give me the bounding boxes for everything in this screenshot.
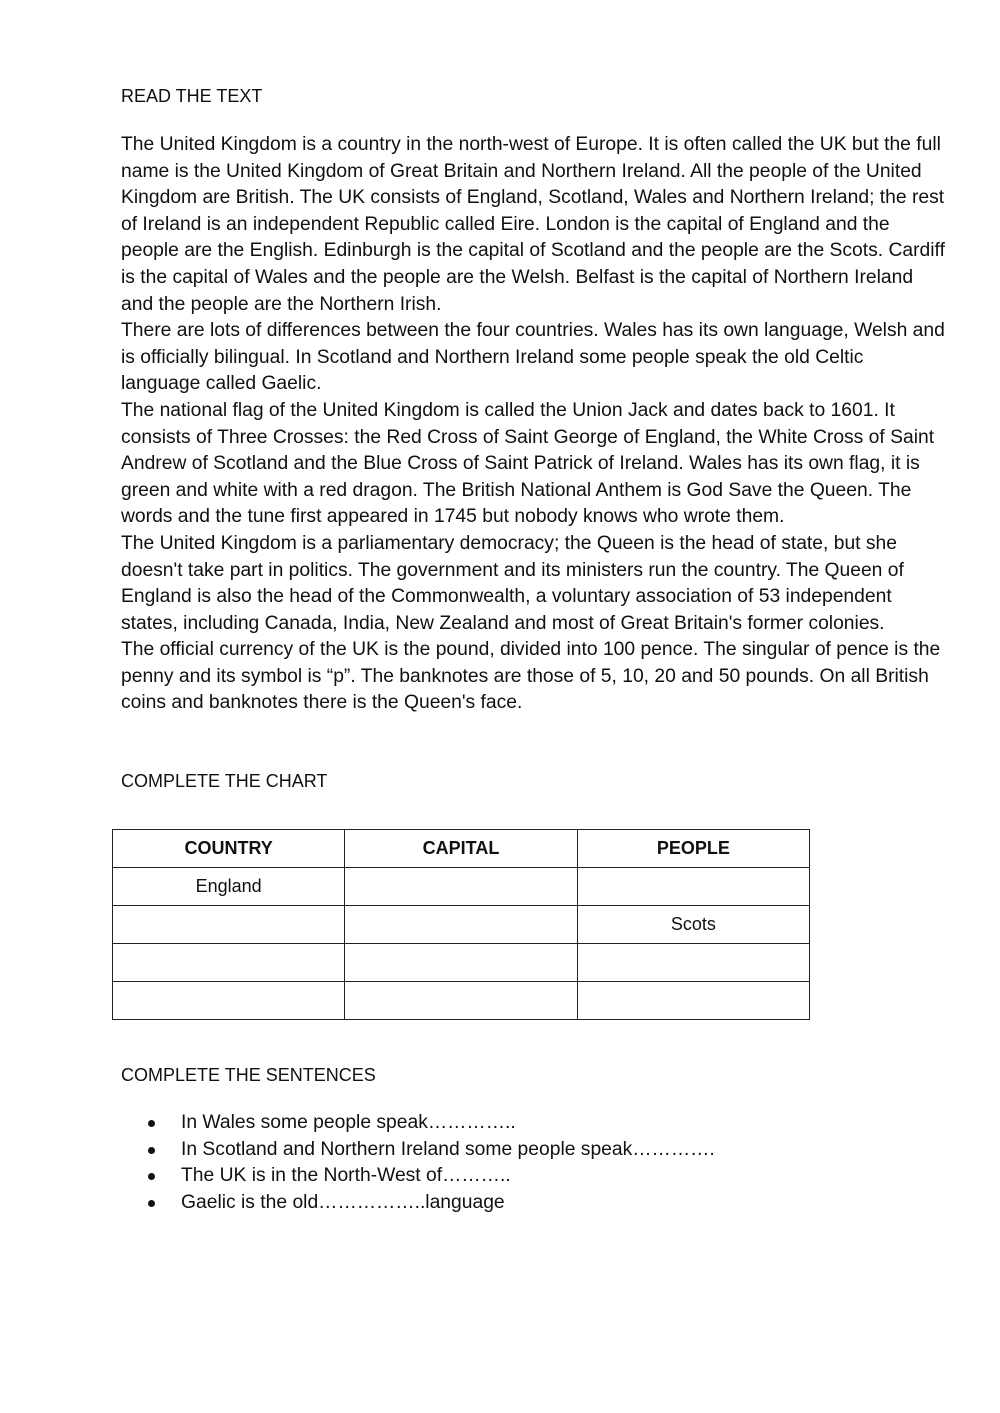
table-cell[interactable]: England (113, 868, 345, 906)
table-cell[interactable] (577, 944, 809, 982)
list-item (140, 1163, 715, 1190)
header-country: COUNTRY (113, 830, 345, 868)
table-cell[interactable]: Scots (577, 906, 809, 944)
table-cell[interactable] (345, 944, 577, 982)
table-cell[interactable] (577, 868, 809, 906)
read-heading: READ THE TEXT (121, 86, 263, 106)
paragraph-5: The official currency of the UK is the pound, divided into 100 pence. The singular of pence is the penny and its symbol is “p”. The banknotes are those of 5, 10, 20 and 50 pounds. On all British coins and banknotes there is the Queen's face. (121, 639, 941, 714)
table-row (113, 944, 810, 982)
table-cell[interactable] (345, 906, 577, 944)
table-row (113, 906, 810, 944)
table-cell[interactable] (113, 906, 345, 944)
table-cell[interactable] (113, 944, 345, 982)
header-people: PEOPLE (577, 830, 809, 868)
reading-text (121, 132, 946, 717)
table-row (113, 868, 810, 906)
bullet-icon (148, 1120, 155, 1127)
list-item (140, 1190, 715, 1217)
bullet-icon (148, 1147, 155, 1154)
bullet-icon (148, 1200, 155, 1207)
paragraph-1: The United Kingdom is a country in the north-west of Europe. It is often called the UK but the full name is the United Kingdom of Great Britain and Northern Ireland. All the people of the United Kingdom are British. The UK consists of England, Scotland, Wales and Northern Ireland; the rest of Ireland is an independent Republic called Eire. London is the capital of England and the people are the English. Edinburgh is the capital of Scotland and the people are the Scots. Cardiff is the capital of Wales and the people are the Welsh. Belfast is the capital of Northern Ireland and the people are the Northern Irish. (121, 134, 945, 315)
paragraph-2: There are lots of differences between the four countries. Wales has its own language, Welsh and is officially bilingual. In Scotland and Northern Ireland some people speak the old Celtic language called Gaelic. (121, 320, 945, 395)
paragraph-4: The United Kingdom is a parliamentary democracy; the Queen is the head of state, but she doesn't take part in politics. The government and its ministers run the country. The Queen of England is also the head of the Commonwealth, a voluntary association of 53 independent states, including Canada, India, New Zealand and most of Great Britain's former colonies. (121, 532, 904, 634)
list-item (140, 1110, 715, 1137)
bullet-icon (148, 1173, 155, 1180)
sentence-text: Gaelic is the old……………..language (181, 1191, 505, 1213)
table-cell[interactable] (113, 982, 345, 1020)
sentence-text: The UK is in the North-West of……….. (181, 1165, 511, 1187)
paragraph-3: The national flag of the United Kingdom is called the Union Jack and dates back to 1601. It consists of Three Crosses: the Red Cross of Saint George of England, the White Cross of Saint Andrew of Scotland and the Blue Cross of Saint Patrick of Ireland. Wales has its own flag, it is green and white with a red dragon. The British National Anthem is God Save the Queen. The words and the tune first appeared in 1745 but nobody knows who wrote them. (121, 399, 935, 528)
table-header-row (113, 830, 810, 868)
table-row (113, 982, 810, 1020)
list-item (140, 1137, 715, 1164)
sentences-heading: COMPLETE THE SENTENCES (121, 1065, 376, 1085)
sentence-text: In Wales some people speak………….. (181, 1112, 516, 1133)
chart-heading: COMPLETE THE CHART (121, 771, 328, 791)
sentences-list (140, 1110, 715, 1216)
table-cell[interactable] (345, 868, 577, 906)
sentence-text: In Scotland and Northern Ireland some people speak…………. (181, 1138, 715, 1160)
table-cell[interactable] (577, 982, 809, 1020)
header-capital: CAPITAL (345, 830, 577, 868)
table-cell[interactable] (345, 982, 577, 1020)
country-chart-table (112, 829, 810, 1020)
